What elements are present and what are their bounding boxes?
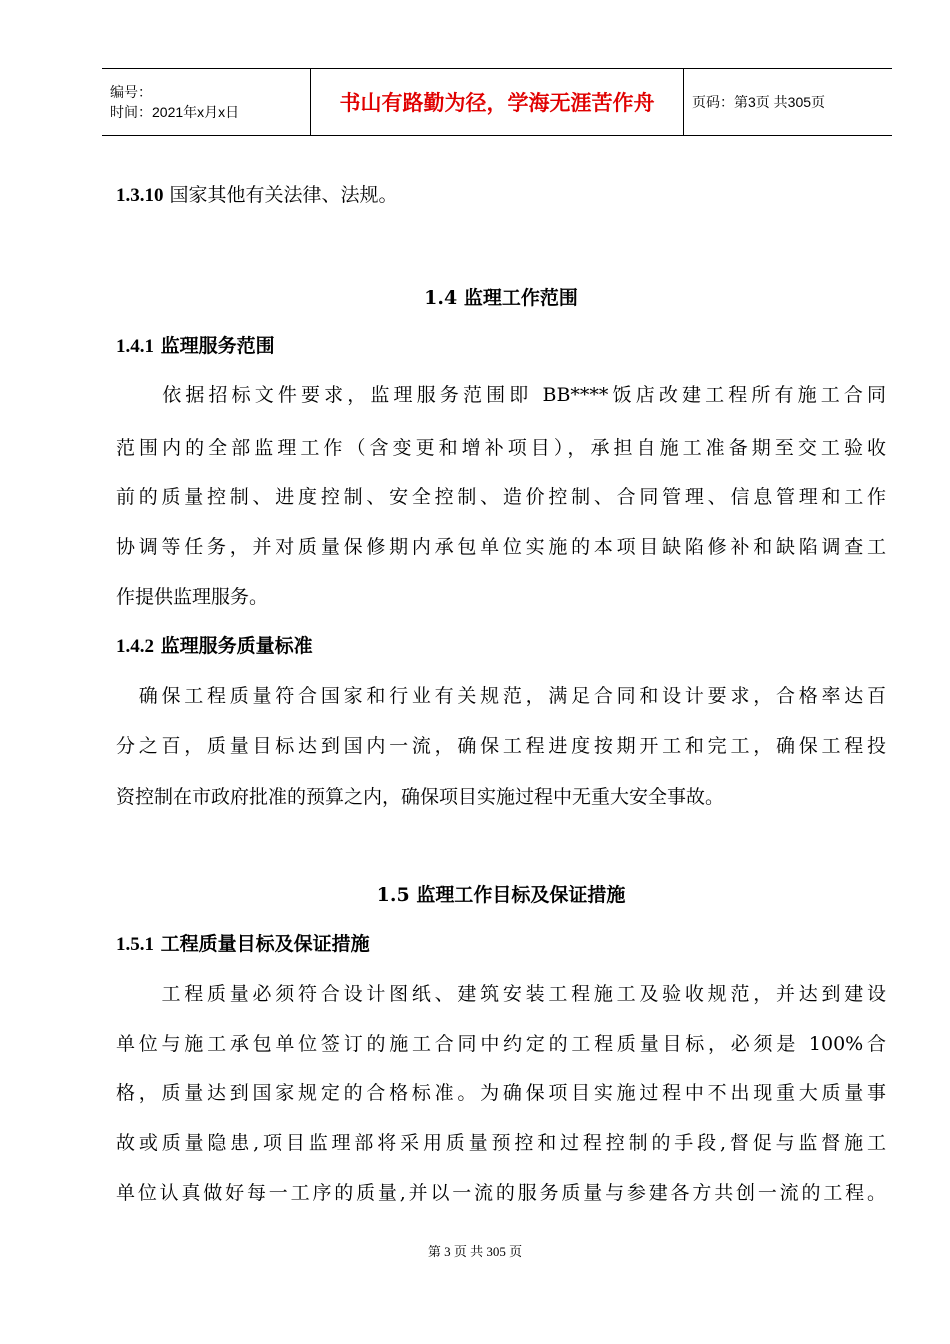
header-motto: 书山有路勤为径，学海无涯苦作舟	[311, 69, 684, 136]
section-heading-1-4-2	[116, 631, 313, 658]
section-title-1-4: 1.4 监理工作范围	[424, 287, 578, 309]
section-1-3-10	[116, 180, 398, 207]
time-label: 时间：2021年x月x日	[110, 104, 240, 120]
paragraph-line: 作提供监理服务。	[116, 586, 269, 608]
section-heading-text: 监理服务质量标准	[154, 635, 313, 657]
document-header	[102, 68, 892, 136]
paragraph-line: 范围内的全部监理工作（含变更和增补项目），承担自施工准备期至交工验收	[116, 437, 886, 459]
section-number: 1.4.2	[116, 636, 154, 657]
paragraph-line: 分之百，质量目标达到国内一流，确保工程进度按期开工和完工，确保工程投	[116, 735, 886, 757]
paragraph-line: 资控制在市政府批准的预算之内，确保项目实施过程中无重大安全事故。	[116, 786, 725, 808]
header-page-info: 页码：第3页 共305页	[684, 69, 893, 136]
section-heading-text: 工程质量目标及保证措施	[154, 933, 370, 955]
paragraph-line: 工程质量必须符合设计图纸、建筑安装工程施工及验收规范，并达到建设	[116, 983, 886, 1005]
section-heading-text: 监理服务范围	[154, 335, 275, 357]
paragraph-line: 格，质量达到国家规定的合格标准。为确保项目实施过程中不出现重大质量事	[116, 1082, 886, 1104]
paragraph-line: 依据招标文件要求，监理服务范围即 BB****饭店改建工程所有施工合同	[116, 384, 886, 406]
section-heading-1-4-1	[116, 331, 275, 358]
section-heading-1-5-1	[116, 929, 370, 956]
paragraph-line: 协调等任务，并对质量保修期内承包单位实施的本项目缺陷修补和缺陷调查工	[116, 536, 886, 558]
paragraph-line: 确保工程质量符合国家和行业有关规范，满足合同和设计要求，合格率达百	[116, 685, 886, 707]
paragraph-line: 单位认真做好每一工序的质量,并以一流的服务质量与参建各方共创一流的工程。	[116, 1182, 886, 1204]
section-number: 1.3.10	[116, 185, 164, 206]
section-number: 1.4.1	[116, 336, 154, 357]
section-number: 1.5.1	[116, 934, 154, 955]
number-label: 编号：	[110, 84, 152, 100]
section-text: 国家其他有关法律、法规。	[163, 184, 398, 206]
section-title-1-5: 1.5 监理工作目标及保证措施	[376, 884, 626, 906]
header-meta	[102, 69, 311, 136]
paragraph-line: 前的质量控制、进度控制、安全控制、造价控制、合同管理、信息管理和工作	[116, 486, 886, 508]
page-footer: 第 3 页 共 305 页	[427, 1244, 523, 1259]
paragraph-line: 故或质量隐患,项目监理部将采用质量预控和过程控制的手段,督促与监督施工	[116, 1132, 886, 1154]
paragraph-line: 单位与施工承包单位签订的施工合同中约定的工程质量目标，必须是 100%合	[116, 1033, 886, 1055]
